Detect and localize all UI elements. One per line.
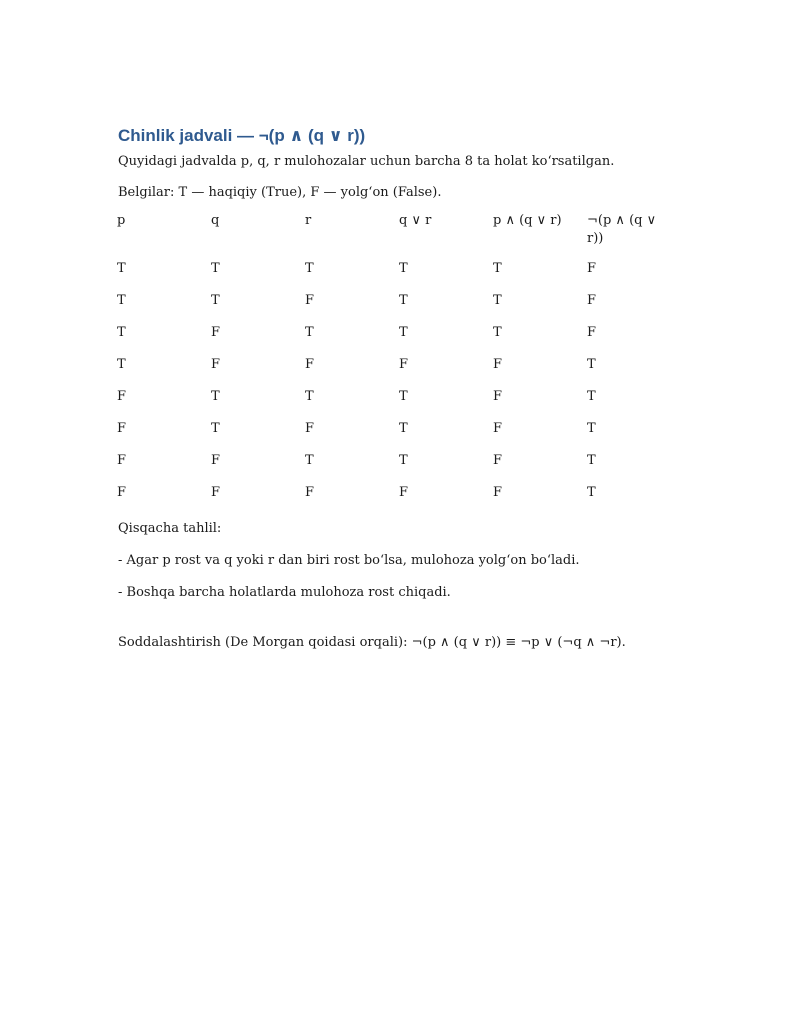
table-cell: T xyxy=(399,325,408,340)
table-cell: T xyxy=(587,421,596,436)
table-cell: F xyxy=(117,421,127,436)
header-q: q xyxy=(211,213,220,228)
table-cell: F xyxy=(117,389,127,404)
table-row xyxy=(117,388,657,420)
table-cell: T xyxy=(493,261,502,276)
table-cell: F xyxy=(211,485,221,500)
header-not-p-and-q-or-r: ¬(p ∧ (q ∨ r)) xyxy=(587,213,657,246)
table-row xyxy=(117,420,657,452)
table-row xyxy=(117,452,657,484)
table-cell: F xyxy=(493,389,503,404)
table-cell: T xyxy=(587,357,596,372)
table-cell: F xyxy=(587,261,597,276)
table-cell: F xyxy=(305,357,315,372)
table-cell: F xyxy=(211,357,221,372)
table-cell: T xyxy=(305,389,314,404)
table-cell: F xyxy=(305,293,315,308)
table-row xyxy=(117,484,657,516)
table-cell: F xyxy=(493,421,503,436)
table-cell: T xyxy=(399,421,408,436)
table-cell: F xyxy=(493,453,503,468)
header-p-and-q-or-r: p ∧ (q ∨ r) xyxy=(493,213,562,228)
table-row xyxy=(117,324,657,356)
table-cell: F xyxy=(211,453,221,468)
table-cell: F xyxy=(305,485,315,500)
table-cell: F xyxy=(587,293,597,308)
table-cell: T xyxy=(211,389,220,404)
table-header-row xyxy=(117,211,657,260)
table-cell: T xyxy=(305,325,314,340)
table-row xyxy=(117,260,657,292)
table-cell: T xyxy=(399,453,408,468)
table-cell: F xyxy=(117,485,127,500)
table-cell: T xyxy=(211,261,220,276)
table-cell: T xyxy=(587,389,596,404)
simplification-paragraph: Soddalashtirish (De Morgan qoidasi orqali): ¬(p ∧ (q ∨ r)) ≡ ¬p ∨ (¬q ∧ ¬r). xyxy=(118,635,626,650)
analysis-point: - Agar p rost va q yoki r dan biri rost bo‘lsa, mulohoza yolg‘on bo‘ladi. xyxy=(118,553,580,568)
truth-table xyxy=(117,211,657,516)
table-row xyxy=(117,292,657,324)
table-cell: F xyxy=(305,421,315,436)
table-cell: T xyxy=(399,389,408,404)
table-cell: F xyxy=(493,357,503,372)
table-cell: F xyxy=(399,357,409,372)
table-cell: T xyxy=(493,325,502,340)
header-r: r xyxy=(305,213,312,228)
table-cell: T xyxy=(587,453,596,468)
table-cell: F xyxy=(399,485,409,500)
table-cell: T xyxy=(211,421,220,436)
analysis-point: - Boshqa barcha holatlarda mulohoza rost chiqadi. xyxy=(118,585,451,600)
table-cell: T xyxy=(493,293,502,308)
header-p: p xyxy=(117,213,126,228)
table-cell: T xyxy=(305,261,314,276)
document-page xyxy=(118,124,698,652)
table-cell: T xyxy=(305,453,314,468)
table-cell: F xyxy=(117,453,127,468)
table-cell: F xyxy=(493,485,503,500)
legend-paragraph: Belgilar: T — haqiqiy (True), F — yolg‘on (False). xyxy=(118,185,442,200)
table-cell: T xyxy=(117,325,126,340)
table-cell: T xyxy=(117,293,126,308)
table-cell: T xyxy=(117,357,126,372)
table-cell: T xyxy=(399,261,408,276)
table-cell: F xyxy=(587,325,597,340)
analysis-heading: Qisqacha tahlil: xyxy=(118,521,222,536)
table-cell: F xyxy=(211,325,221,340)
table-cell: T xyxy=(211,293,220,308)
table-cell: T xyxy=(117,261,126,276)
table-row xyxy=(117,356,657,388)
document-title: Chinlik jadvali — ¬(p ∧ (q ∨ r)) xyxy=(118,126,366,145)
intro-paragraph: Quyidagi jadvalda p, q, r mulohozalar uchun barcha 8 ta holat ko‘rsatilgan. xyxy=(118,154,615,169)
header-q-or-r: q ∨ r xyxy=(399,213,432,228)
table-cell: T xyxy=(399,293,408,308)
table-cell: T xyxy=(587,485,596,500)
